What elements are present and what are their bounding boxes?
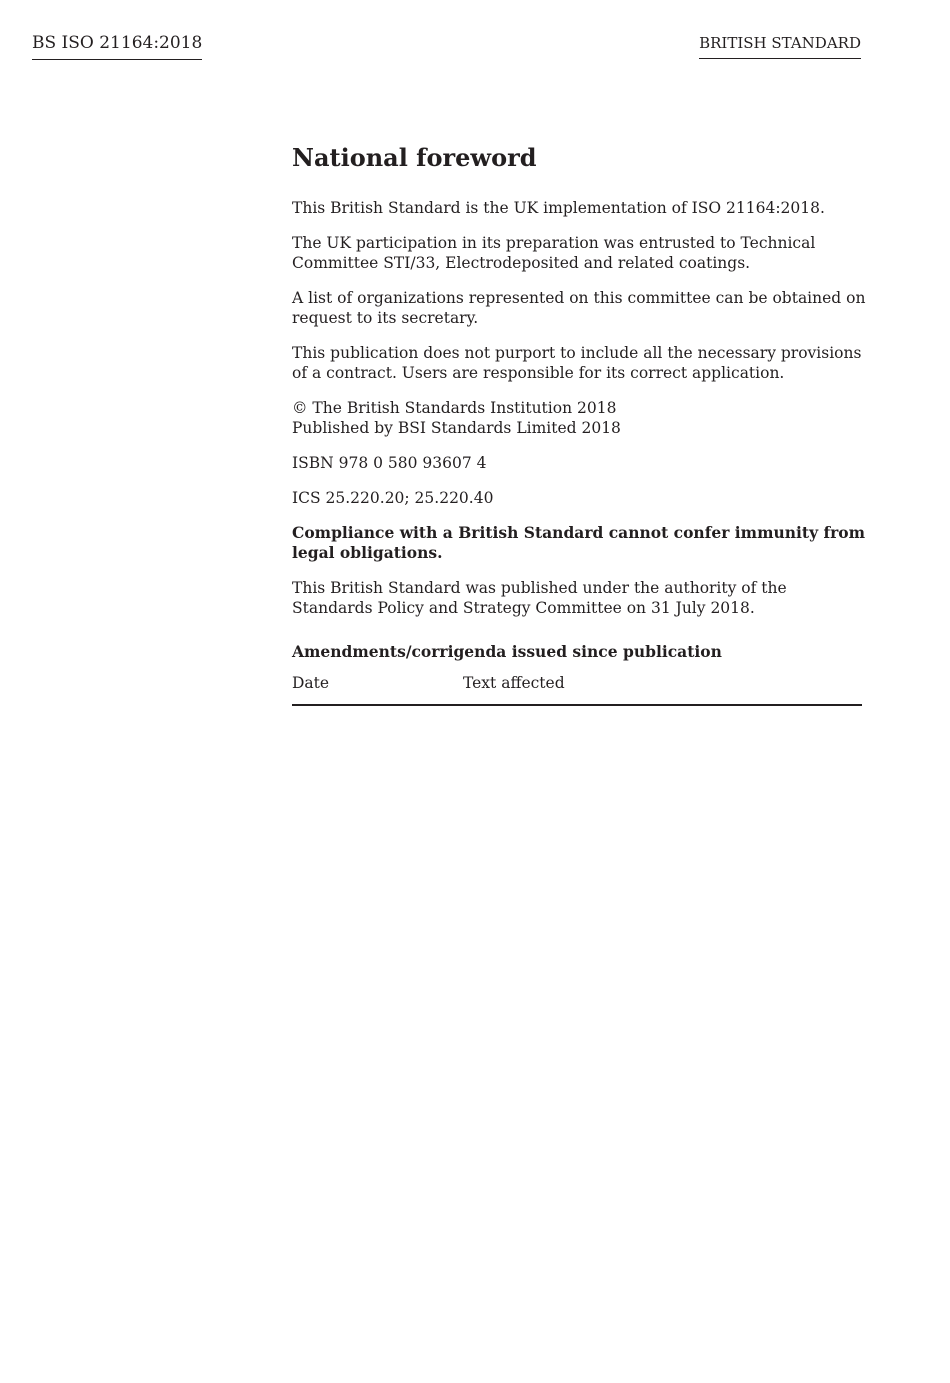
committee-text-line-1: The UK participation in its preparation was entrusted to Technical <box>292 234 816 252</box>
compliance-notice <box>292 523 866 563</box>
disclaimer-text-line-1: This publication does not purport to include all the necessary provisions <box>292 344 862 362</box>
copyright-text: © The British Standards Institution 2018 <box>292 399 617 417</box>
disclaimer-paragraph <box>292 343 862 383</box>
authority-paragraph <box>292 578 862 618</box>
isbn-paragraph <box>292 453 862 473</box>
date-column-header: Date <box>292 674 330 692</box>
organizations-text-line-2: request to its secretary. <box>292 309 479 327</box>
implementation-text: This British Standard is the UK implementation of ISO 21164:2018. <box>292 199 825 217</box>
implementation-paragraph <box>292 198 862 218</box>
compliance-text-line-1: Compliance with a British Standard cannot confer immunity from <box>292 523 866 542</box>
document-number: BS ISO 21164:2018 <box>32 32 202 60</box>
ics-text: ICS 25.220.20; 25.220.40 <box>292 489 494 507</box>
document-series-label: BRITISH STANDARD <box>699 33 861 59</box>
publisher-text: Published by BSI Standards Limited 2018 <box>292 419 621 437</box>
national-foreword-section <box>292 142 866 706</box>
authority-text-line-2: Standards Policy and Strategy Committee on 31 July 2018. <box>292 599 755 617</box>
text-affected-column-header: Text affected <box>463 674 565 692</box>
isbn-text: ISBN 978 0 580 93607 4 <box>292 454 487 472</box>
ics-paragraph <box>292 488 862 508</box>
copyright-paragraph <box>292 398 862 438</box>
organizations-text-line-1: A list of organizations represented on this committee can be obtained on <box>292 289 866 307</box>
authority-text-line-1: This British Standard was published under the authority of the <box>292 579 787 597</box>
compliance-text-line-2: legal obligations. <box>292 543 443 562</box>
organizations-paragraph <box>292 288 866 328</box>
amendments-heading: Amendments/corrigenda issued since publication <box>292 642 722 661</box>
committee-paragraph <box>292 233 862 273</box>
committee-text-line-2: Committee STI/33, Electrodeposited and related coatings. <box>292 254 751 272</box>
page-title: National foreword <box>292 143 537 172</box>
amendments-table-header <box>292 673 862 706</box>
disclaimer-text-line-2: of a contract. Users are responsible for its correct application. <box>292 364 785 382</box>
